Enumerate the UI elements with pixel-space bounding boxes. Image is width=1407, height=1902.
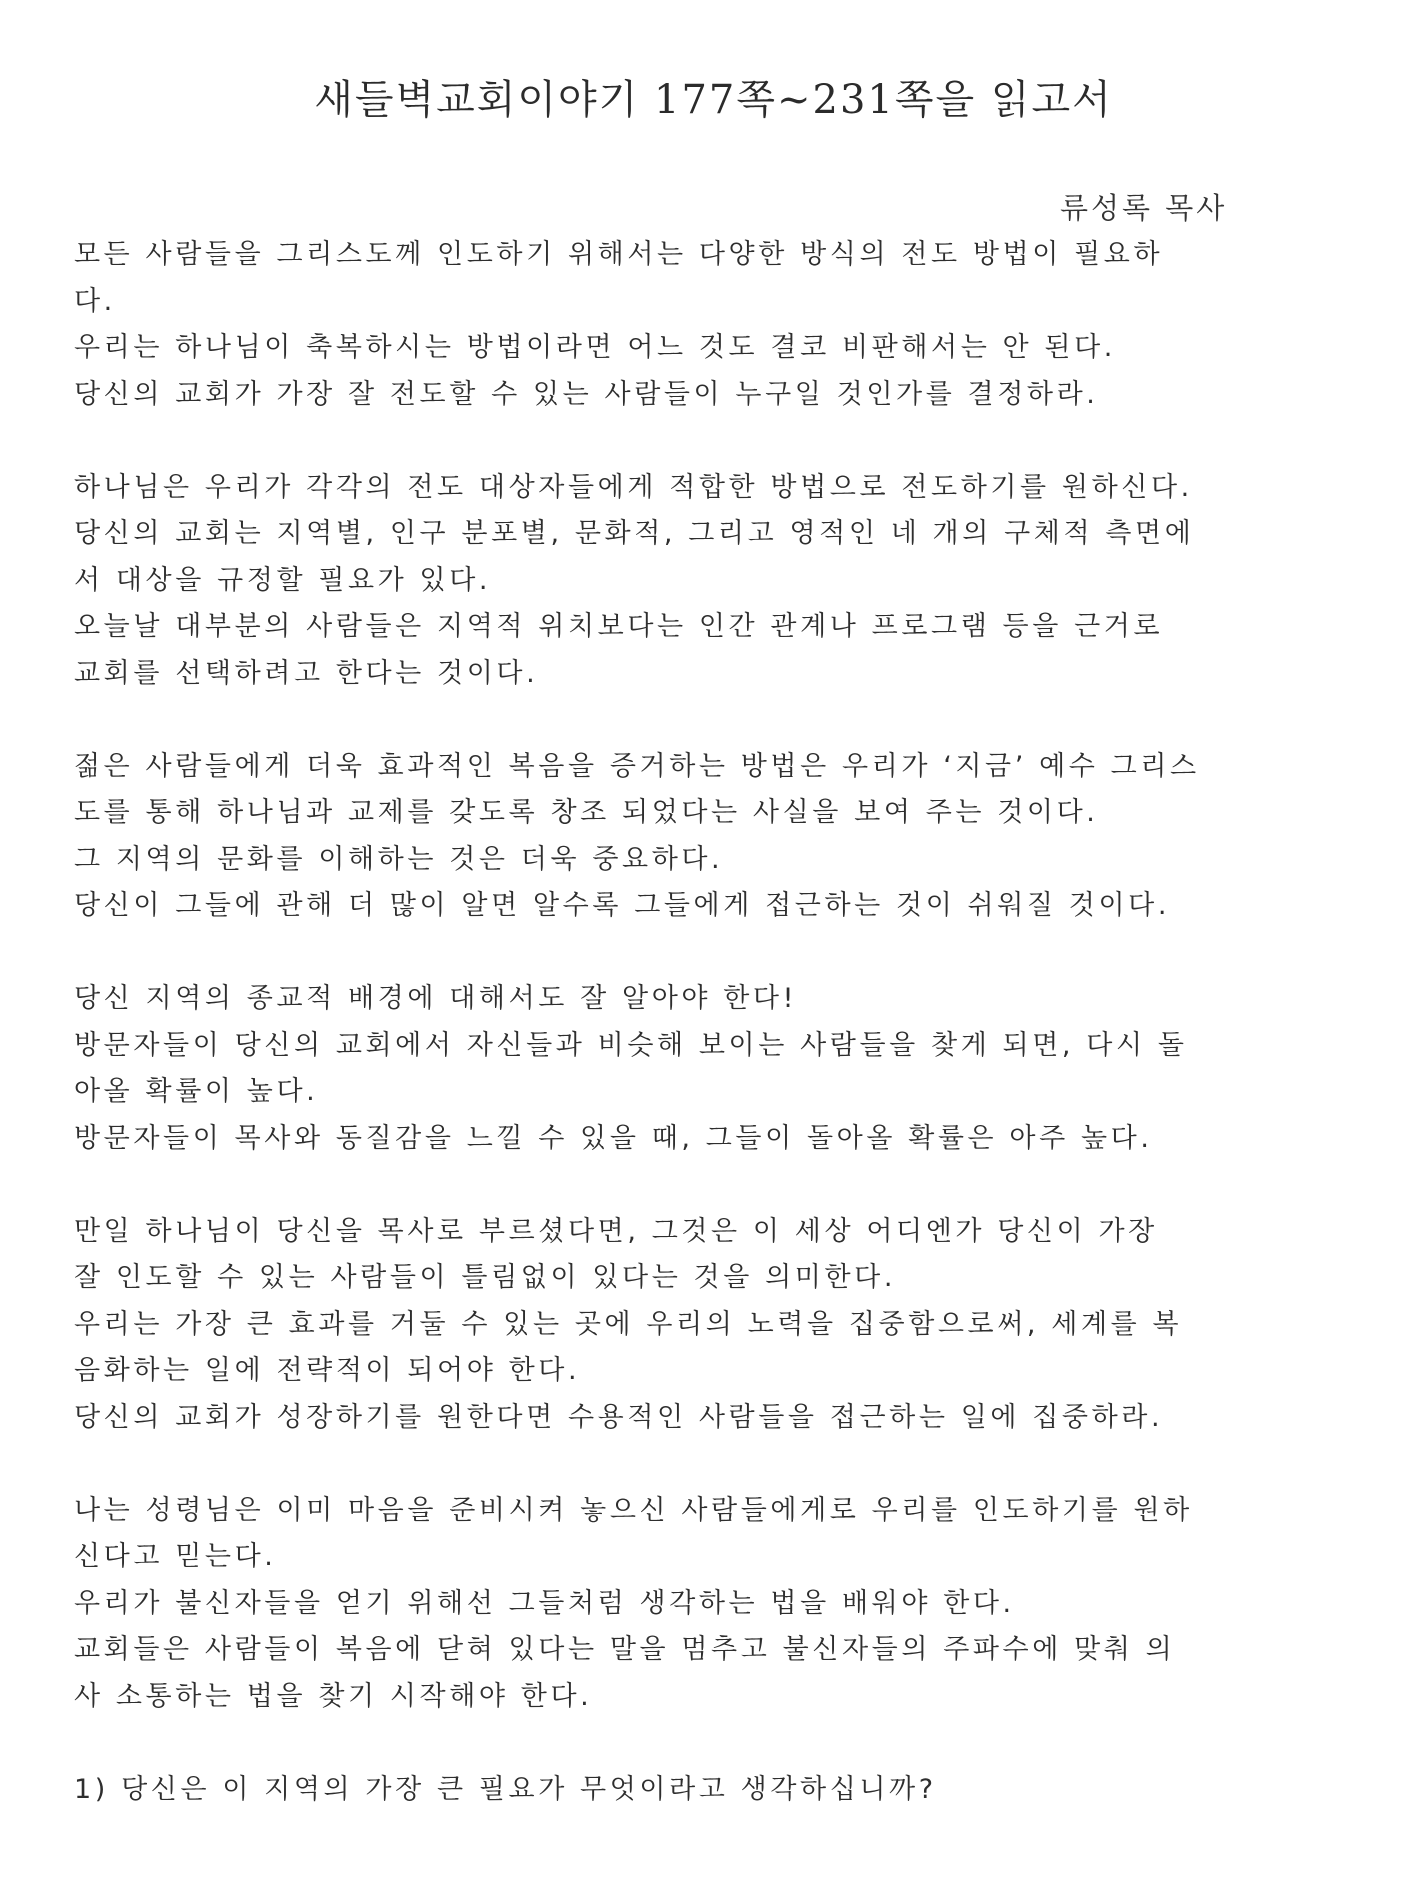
text-line: 젊은 사람들에게 더욱 효과적인 복음을 증거하는 방법은 우리가 ‘지금’ 예수 그리스 [74,750,1200,782]
document-body [74,232,1264,1813]
text-line: 당신이 그들에 관해 더 많이 알면 알수록 그들에게 접근하는 것이 쉬워질 것이다. [74,890,1171,921]
text-line: 우리는 하나님이 축복하시는 방법이라면 어느 것도 결코 비판해서는 안 된다. [74,332,1116,363]
text-line: 당신의 교회는 지역별, 인구 분포별, 문화적, 그리고 영적인 네 개의 구체적 측면에 [74,518,1195,549]
paragraph [74,465,1264,698]
paragraph-spacer [74,1441,1264,1488]
text-line: 당신의 교회가 가장 잘 전도할 수 있는 사람들이 누구일 것인가를 결정하라. [74,378,1099,410]
text-line: 나는 성령님은 이미 마음을 준비시켜 놓으신 사람들에게로 우리를 인도하기를 원하 [74,1494,1193,1526]
text-line: 오늘날 대부분의 사람들은 지역적 위치보다는 인간 관계나 프로그램 등을 근거로 [74,611,1164,642]
text-line: 다. [74,285,116,317]
paragraph-spacer [74,1162,1264,1209]
text-line: 교회들은 사람들이 복음에 닫혀 있다는 말을 멈추고 불신자들의 주파수에 맞춰 의 [74,1634,1176,1665]
text-line: 잘 인도할 수 있는 사람들이 틀림없이 있다는 것을 의미한다. [74,1262,897,1293]
paragraph [74,1488,1264,1721]
text-line: 당신 지역의 종교적 배경에 대해서도 잘 알아야 한다! [74,983,798,1014]
text-line: 서 대상을 규정할 필요가 있다. [74,564,492,596]
text-line: 교회를 선택하려고 한다는 것이다. [74,657,539,689]
paragraph-spacer [74,930,1264,977]
paragraph [74,232,1264,418]
text-line: 신다고 믿는다. [74,1541,277,1572]
text-line: 음화하는 일에 전략적이 되어야 한다. [74,1355,581,1386]
paragraph [74,744,1264,930]
text-line: 만일 하나님이 당신을 목사로 부르셨다면, 그것은 이 세상 어디엔가 당신이 가장 [74,1215,1158,1247]
text-line: 아올 확률이 높다. [74,1076,319,1107]
paragraph [74,976,1264,1162]
paragraph-spacer [74,1720,1264,1767]
text-line: 우리가 불신자들을 얻기 위해선 그들처럼 생각하는 법을 배워야 한다. [74,1587,1015,1619]
text-line: 도를 통해 하나님과 교제를 갖도록 창조 되었다는 사실을 보여 주는 것이다. [74,797,1099,828]
text-line: 방문자들이 당신의 교회에서 자신들과 비슷해 보이는 사람들을 찾게 되면, 다시 돌 [74,1029,1188,1061]
text-line: 하나님은 우리가 각각의 전도 대상자들에게 적합한 방법으로 전도하기를 원하신다. [74,471,1193,503]
paragraph-spacer [74,418,1264,465]
document-title: 새들벽교회이야기 177쪽~231쪽을 읽고서 [314,77,1113,123]
text-line: 당신의 교회가 성장하기를 원한다면 수용적인 사람들을 접근하는 일에 집중하라. [74,1401,1164,1433]
text-line: 방문자들이 목사와 동질감을 느낄 수 있을 때, 그들이 돌아올 확률은 아주 높다. [74,1122,1153,1154]
document-author: 류성록 목사 [1060,191,1228,225]
paragraph-spacer [74,697,1264,744]
text-line: 모든 사람들을 그리스도께 인도하기 위해서는 다양한 방식의 전도 방법이 필요하 [74,239,1164,270]
text-line: 그 지역의 문화를 이해하는 것은 더욱 중요하다. [74,843,724,875]
text-line: 사 소통하는 법을 찾기 시작해야 한다. [74,1680,593,1712]
question-item [74,1767,1264,1814]
paragraph [74,1209,1264,1442]
text-line: 1) 당신은 이 지역의 가장 큰 필요가 무엇이라고 생각하십니까? [74,1773,937,1805]
text-line: 우리는 가장 큰 효과를 거둘 수 있는 곳에 우리의 노력을 집중함으로써, 세계를 복 [74,1308,1183,1340]
